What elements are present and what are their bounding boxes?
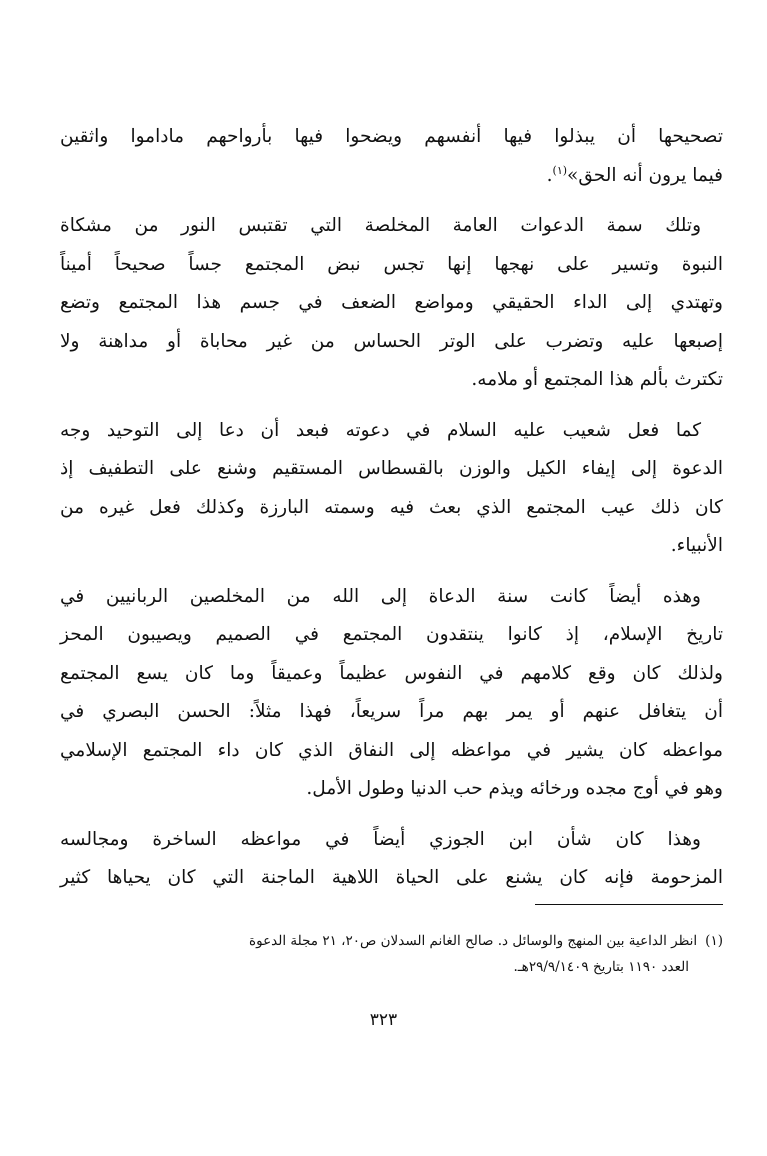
text-line: تاريخ الإسلام، إذ كانوا ينتقدون المجتمع في الصميم ويصيبون المحز: [60, 624, 723, 645]
text-line: أن يتغافل عنهم أو يمر بهم مراً سريعاً، فهذا مثلاً: الحسن البصري في: [60, 701, 723, 722]
footnote: [60, 928, 723, 980]
text-line-content: فيما يرون أنه الحق»: [567, 164, 723, 186]
text-line: وهذه أيضاً كانت سنة الدعاة إلى الله من المخلصين الربانيين في: [60, 585, 701, 607]
text-line: تكترث بألم هذا المجتمع أو ملامه.: [471, 369, 723, 390]
text-line: وتلك سمة الدعوات العامة المخلصة التي تقتبس النور من مشكاة: [60, 215, 701, 236]
text-line: وتهتدي إلى الداء الحقيقي ومواضع الضعف في جسم هذا المجتمع وتضع: [60, 292, 723, 313]
footnote-reference[interactable]: (١): [552, 163, 568, 177]
text-line: كان ذلك عيب المجتمع الذي بعث فيه وسمته البارزة وكذلك فعل غيره من: [60, 496, 723, 518]
paragraph-2: [60, 207, 723, 400]
footnote-line: العدد ١١٩٠ بتاريخ ٢٩/٩/١٤٠٩هـ.: [513, 959, 689, 975]
text-line: ولذلك كان وقع كلامهم في النفوس عظيماً وعميقاً وما كان يسع المجتمع: [60, 662, 723, 684]
text-line: الأنبياء.: [670, 535, 723, 556]
text-line: مواعظه كان يشير في مواعظه إلى النفاق الذي كان داء المجتمع الإسلامي: [60, 739, 723, 761]
text-line: الدعوة إلى إيفاء الكيل والوزن بالقسطاس المستقيم وشنع على التطفيف إذ: [60, 458, 723, 479]
paragraph-3: [60, 412, 723, 566]
text-line: وهو في أوج مجده ورخائه ويذم حب الدنيا وطول الأمل.: [306, 778, 723, 799]
page-number: ٣٢٣: [369, 1010, 398, 1030]
footnote-text: انظر الداعية بين المنهج والوسائل د. صالح الغانم السدلان ص٢٠، ٢١ مجلة الدعوة: [249, 933, 698, 949]
text-line: وهذا كان شأن ابن الجوزي أيضاً في مواعظه الساخرة ومجالسه: [60, 828, 701, 850]
page-body: [60, 118, 723, 910]
footnote-divider: [535, 904, 723, 905]
text-line: [60, 157, 723, 196]
text-line: كما فعل شعيب عليه السلام في دعوته فبعد أن دعا إلى التوحيد وجه: [60, 419, 701, 441]
text-line: المزحومة فإنه كان يشنع على الحياة اللاهية الماجنة التي كان يحياها كثير: [60, 867, 723, 888]
text-line: إصبعها عليه وتضرب على الوتر الحساس من غير محاباة أو مداهنة ولا: [60, 330, 723, 352]
footnote-line: [60, 928, 723, 954]
paragraph-5: [60, 821, 723, 898]
paragraph-1: [60, 118, 723, 195]
text-line: تصحيحها أن يبذلوا فيها أنفسهم ويضحوا فيها بأرواحهم ماداموا واثقين: [60, 126, 723, 147]
text-line: النبوة وتسير على نهجها إنها تجس نبض المجتمع جساً صحيحاً أميناً: [60, 253, 723, 275]
paragraph-4: [60, 578, 723, 809]
footnote-number: (١): [705, 933, 723, 949]
sentence-end: .: [546, 164, 553, 186]
